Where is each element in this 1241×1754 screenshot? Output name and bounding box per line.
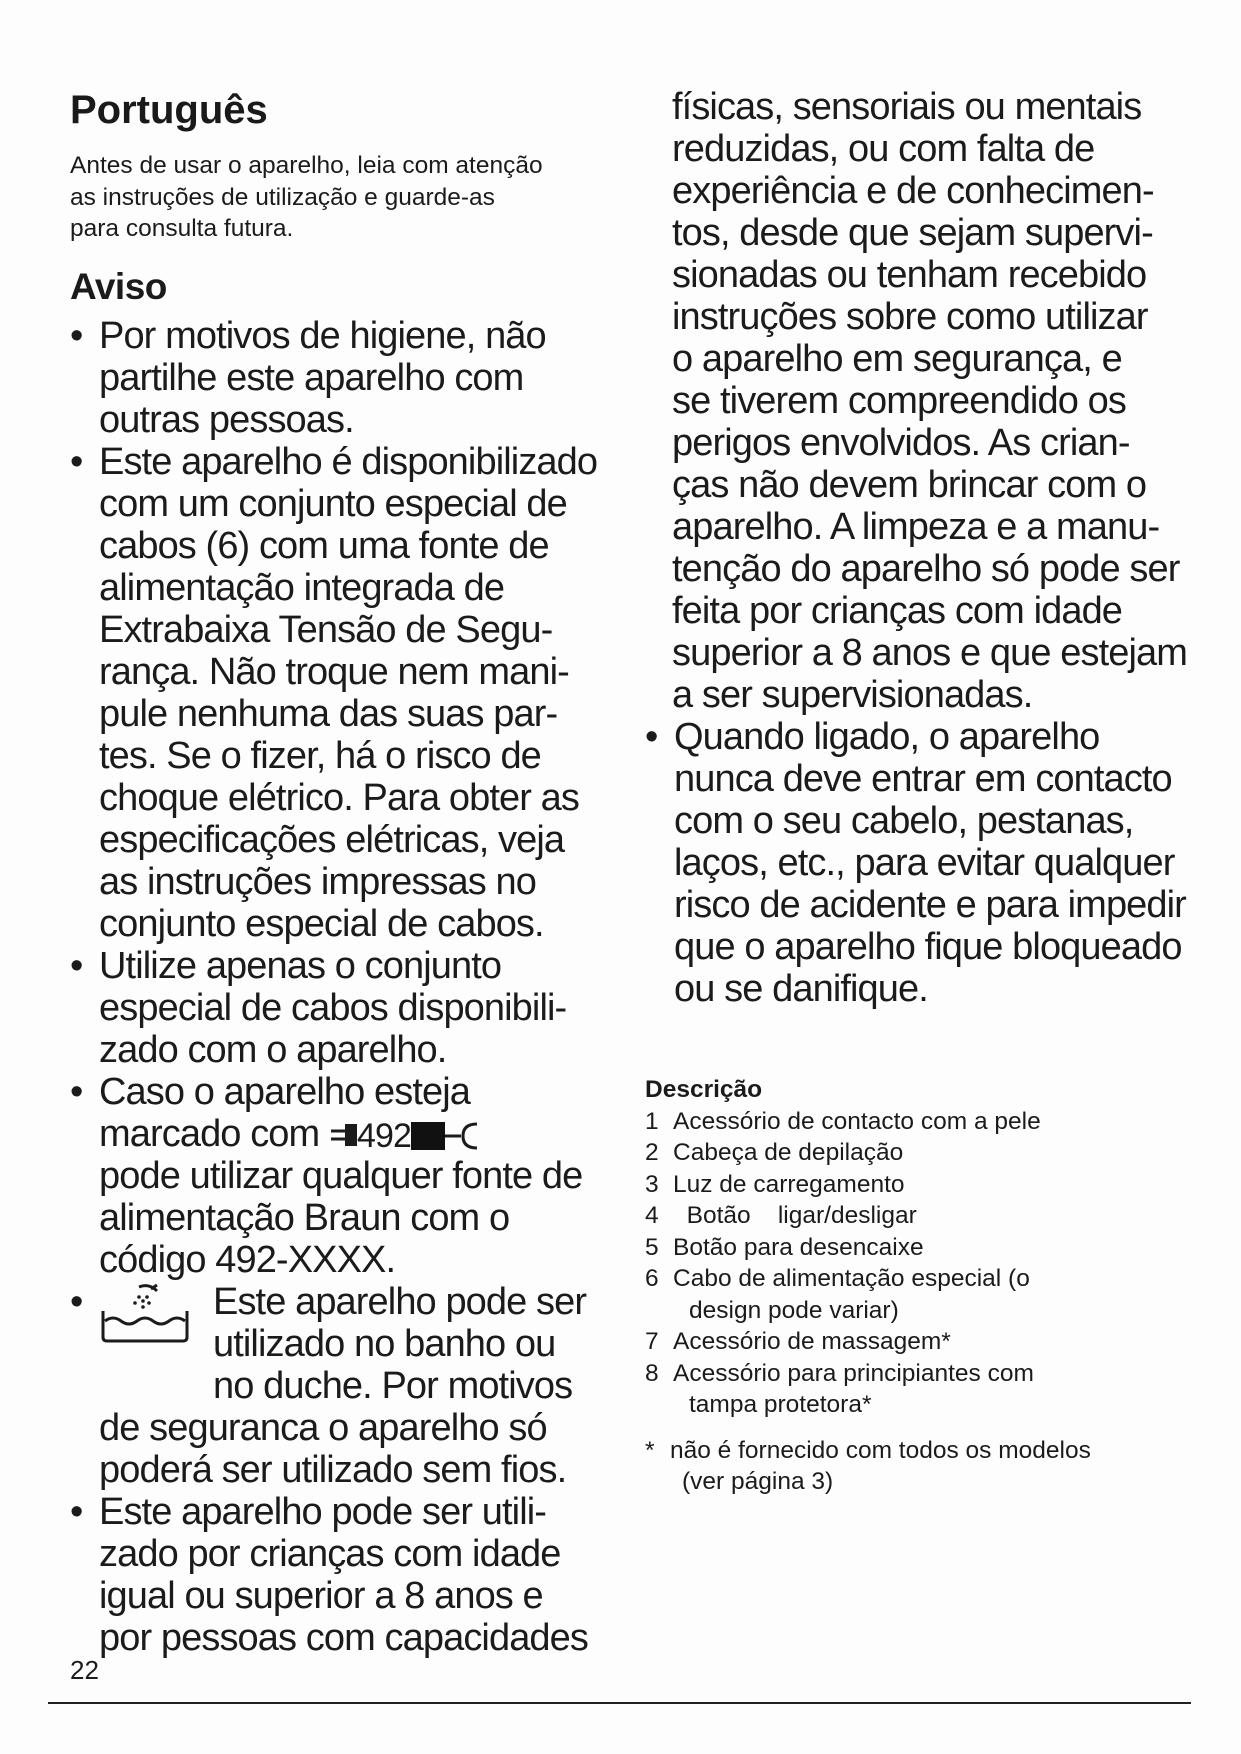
right-column (645, 86, 1190, 1498)
warning-continuation (645, 86, 1190, 716)
item-number: 6 (645, 1265, 659, 1292)
text-line: pode utilizar qualquer fonte de (99, 1154, 583, 1197)
footnote-marker: * (645, 1436, 655, 1464)
footer-rule (48, 1702, 1191, 1704)
item-text: design pode variar) (689, 1296, 899, 1324)
bath-shower-icon (99, 1281, 191, 1345)
language-heading: Português (70, 88, 268, 132)
item-text: Acessório de massagem* (673, 1328, 951, 1355)
bullet: • (70, 440, 83, 483)
left-column (70, 86, 630, 1659)
item-number: 4 (645, 1202, 659, 1229)
item-number: 5 (645, 1233, 659, 1261)
text-line: zado com o aparelho. (99, 1028, 447, 1071)
list-item (645, 1358, 1190, 1421)
list-item (645, 1326, 1190, 1358)
item-text: Botão para desencaixe (673, 1233, 924, 1261)
text-line: Este aparelho é disponibilizado (99, 440, 598, 483)
text-line: utilizado no banho ou (213, 1322, 556, 1365)
text-line: superior a 8 anos e que estejam (672, 632, 1187, 674)
text-line: especificações elétricas, veja (99, 818, 565, 861)
text-line: o aparelho em segurança, e (672, 338, 1122, 380)
bullet: • (70, 1070, 83, 1113)
text-line: a ser supervisionadas. (672, 674, 1033, 716)
intro-line: as instruções de utilização e guarde-as (70, 183, 495, 211)
item-text: Acessório para principiantes com (673, 1359, 1034, 1387)
warning-item (70, 315, 630, 441)
text-line: conjunto especial de cabos. (99, 902, 544, 945)
text-line: tenção do aparelho só pode ser (672, 548, 1180, 590)
description-section (645, 1074, 1190, 1498)
text-line: experiência e de conhecimen- (672, 170, 1154, 212)
text-line: igual ou superior a 8 anos e (99, 1574, 543, 1617)
text-line: pule nenhuma das suas par- (99, 692, 558, 735)
text-line: se tiverem compreendido os (672, 380, 1126, 422)
text-line: por pessoas com capacidades (99, 1616, 588, 1659)
text-line: Extrabaixa Tensão de Segu- (99, 608, 553, 651)
text-line: nunca deve entrar em contacto (674, 758, 1172, 800)
warning-item (645, 716, 1190, 1010)
text-line: no duche. Por motivos (213, 1364, 573, 1407)
text-line: Utilize apenas o conjunto (99, 944, 502, 987)
item-text: Cabo de alimentação especial (o (673, 1265, 1030, 1292)
description-list (645, 1106, 1190, 1421)
text-line: Este aparelho pode ser (213, 1280, 587, 1323)
text-line: de seguranca o aparelho só (99, 1406, 547, 1449)
item-text: Acessório de contacto com a pele (673, 1107, 1041, 1135)
text-line: com um conjunto especial de (99, 482, 567, 525)
text-line: ou se danifique. (674, 968, 928, 1010)
text-line: sionadas ou tenham recebido (672, 254, 1147, 296)
list-item (645, 1200, 1190, 1232)
text-line: cabos (6) com uma fonte de (99, 524, 549, 567)
item-number: 8 (645, 1359, 659, 1387)
text-line: alimentação Braun com o (99, 1196, 510, 1239)
text-line: Este aparelho pode ser utili- (99, 1490, 547, 1533)
text-line: Caso o aparelho esteja (99, 1070, 471, 1113)
text-line: reduzidas, ou com falta de (672, 128, 1095, 170)
warning-item (70, 441, 630, 945)
list-item (645, 1263, 1190, 1326)
text-line: choque elétrico. Para obter as (99, 776, 579, 819)
list-item (645, 1137, 1190, 1169)
warning-list (70, 315, 630, 1659)
bullet: • (70, 1490, 83, 1533)
list-item (645, 1106, 1190, 1138)
item-number: 1 (645, 1107, 659, 1135)
text-line: outras pessoas. (99, 398, 354, 441)
item-text: Cabeça de depilação (673, 1139, 904, 1166)
text-line: risco de acidente e para impedir (674, 884, 1186, 926)
item-text: Luz de carregamento (673, 1170, 905, 1198)
text-line: as instruções impressas no (99, 860, 537, 903)
item-number: 3 (645, 1170, 659, 1198)
item-text: Botão ligar/desligar (673, 1202, 917, 1229)
text-line: físicas, sensoriais ou mentais (672, 86, 1142, 128)
text-line: feita por crianças com idade (672, 590, 1123, 632)
intro-paragraph (70, 150, 630, 245)
footnote-text: não é fornecido com todos os modelos (670, 1436, 1091, 1464)
list-item (645, 1169, 1190, 1201)
warning-item (70, 1071, 630, 1281)
warning-item (70, 945, 630, 1071)
bullet: • (645, 716, 658, 758)
page-number: 22 (70, 1655, 99, 1685)
text-line: tos, desde que sejam supervi- (672, 212, 1153, 254)
warning-heading: Aviso (70, 265, 167, 307)
text-line: poderá ser utilizado sem fios. (99, 1448, 567, 1491)
item-text: tampa protetora* (689, 1391, 872, 1418)
intro-line: para consulta futura. (70, 215, 294, 242)
text-line: zado por crianças com idade (99, 1532, 561, 1575)
text-line: com o seu cabelo, pestanas, (674, 800, 1134, 842)
text-line: tes. Se o fizer, há o risco de (99, 734, 541, 777)
power-supply-code-mark (329, 1118, 489, 1152)
bullet: • (70, 1280, 83, 1323)
intro-line: Antes de usar o aparelho, leia com atenção (70, 152, 543, 179)
description-heading: Descrição (645, 1076, 763, 1103)
text-line: especial de cabos disponibili- (99, 986, 567, 1029)
list-item (645, 1232, 1190, 1264)
text-line: partilhe este aparelho com (99, 356, 524, 399)
bullet: • (70, 944, 83, 987)
text-line: Quando ligado, o aparelho (674, 716, 1100, 758)
footnote (645, 1435, 1190, 1498)
text-line: código 492-XXXX. (99, 1238, 396, 1281)
text-line: ças não devem brincar com o (672, 464, 1147, 506)
warning-item (70, 1491, 630, 1659)
bullet: • (70, 314, 83, 357)
footnote-text: (ver página 3) (682, 1468, 834, 1495)
text-line: instruções sobre como utilizar (672, 296, 1148, 338)
item-number: 7 (645, 1328, 659, 1355)
code-mark-label: 492 (356, 1118, 411, 1153)
text-line: Por motivos de higiene, não (99, 314, 546, 357)
item-number: 2 (645, 1139, 659, 1166)
text-line: marcado com (99, 1112, 320, 1155)
text-line: alimentação integrada de (99, 566, 505, 609)
text-line: laços, etc., para evitar qualquer (674, 842, 1175, 884)
warning-item (70, 1281, 630, 1491)
text-line: que o aparelho fique bloqueado (674, 926, 1182, 968)
text-line: rança. Não troque nem mani- (99, 650, 569, 693)
text-line: aparelho. A limpeza e a manu- (672, 506, 1160, 548)
text-line: perigos envolvidos. As crian- (672, 422, 1130, 464)
